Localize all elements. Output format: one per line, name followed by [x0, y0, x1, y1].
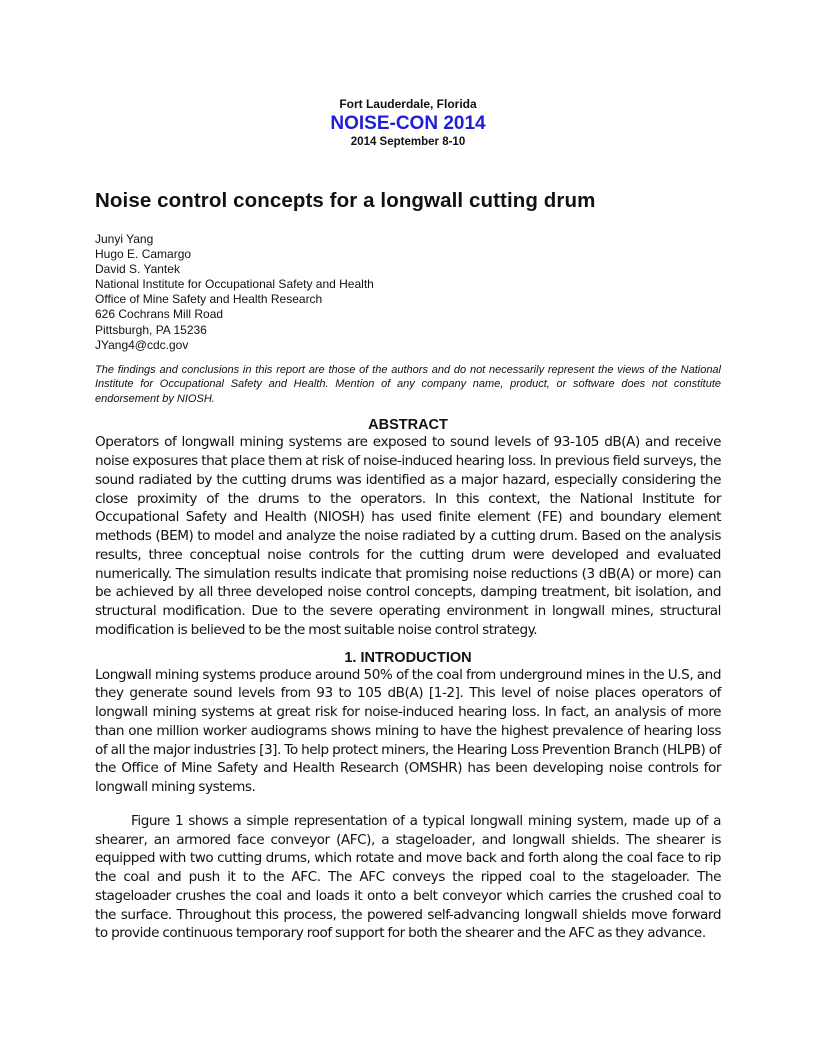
abstract-heading: ABSTRACT	[368, 417, 448, 434]
introduction-heading: 1. INTRODUCTION	[344, 649, 472, 666]
paper-page	[95, 0, 721, 943]
conference-dates: 2014 September 8-10	[350, 136, 466, 148]
address-line: Pittsburgh, PA 15236	[95, 322, 207, 337]
introduction-paragraph: Longwall mining systems produce around 50% of the coal from underground mines in the U.S, and they generate sound levels from 93 to 105 dB(A) [1-2]. This level of noise places operators of longwall mining systems at great risk for noise-induced hearing loss. In fact, an analysis of more than one million worker audiograms shows mining to have the highest prevalence of hearing loss of all the major industries [3]. To help protect miners, the Hearing Loss Prevention Branch (HLPB) of the Office of Mine Safety and Health Research (OMSHR) has been developing noise controls for longwall mining systems.	[95, 666, 721, 795]
conference-header	[95, 97, 721, 149]
affiliation-line: Office of Mine Safety and Health Research	[95, 292, 323, 307]
author-line: David S. Yantek	[95, 262, 180, 277]
abstract-text: Operators of longwall mining systems are exposed to sound levels of 93-105 dB(A) and receive noise exposures that place them at risk of noise-induced hearing loss. In previous field surveys, the sound radiated by the cutting drums was identified as a major hazard, especially considering the close proximity of the drums to the operators. In this context, the National Institute for Occupational Safety and Health (NIOSH) has used finite element (FE) and boundary element methods (BEM) to model and analyze the noise radiated by a cutting drum. Based on the analysis results, three conceptual noise controls for the cutting drum were developed and evaluated numerically. The simulation results indicate that promising noise reductions (3 dB(A) or more) can be achieved by all three developed noise control concepts, damping treatment, bit isolation, and structural modification. Due to the severe operating environment in longwall mines, structural modification is believed to be the most suitable noise control strategy.	[95, 434, 721, 638]
author-email: JYang4@cdc.gov	[95, 337, 189, 352]
author-line: Junyi Yang	[95, 232, 154, 246]
address-line: 626 Cochrans Mill Road	[95, 307, 224, 322]
introduction-paragraph: Figure 1 shows a simple representation of a typical longwall mining system, made up of a shearer, an armored face conveyor (AFC), a stageloader, and longwall shields. The shearer is equipped with two cutting drums, which rotate and move back and forth along the coal face to rip the coal and push it to the AFC. The AFC conveys the ripped coal to the stageloader. The stageloader crushes the coal and loads it onto a belt conveyor which carries the crushed coal to the surface. Throughout this process, the powered self-advancing longwall shields move forward to provide continuous temporary roof support for both the shearer and the AFC as they advance.	[95, 812, 721, 942]
author-block	[95, 232, 721, 353]
paper-title: Noise control concepts for a longwall cutting drum	[95, 189, 596, 212]
disclaimer: The findings and conclusions in this report are those of the authors and do not necessarily represent the views of the National Institute for Occupational Safety and Health. Mention of any company name, product, or software does not constitute endorsement by NIOSH.	[95, 363, 721, 405]
author-line: Hugo E. Camargo	[95, 247, 192, 262]
conference-name: NOISE-CON 2014	[330, 113, 486, 134]
conference-location: Fort Lauderdale, Florida	[339, 97, 477, 111]
affiliation-line: National Institute for Occupational Safety and Health	[95, 277, 374, 292]
